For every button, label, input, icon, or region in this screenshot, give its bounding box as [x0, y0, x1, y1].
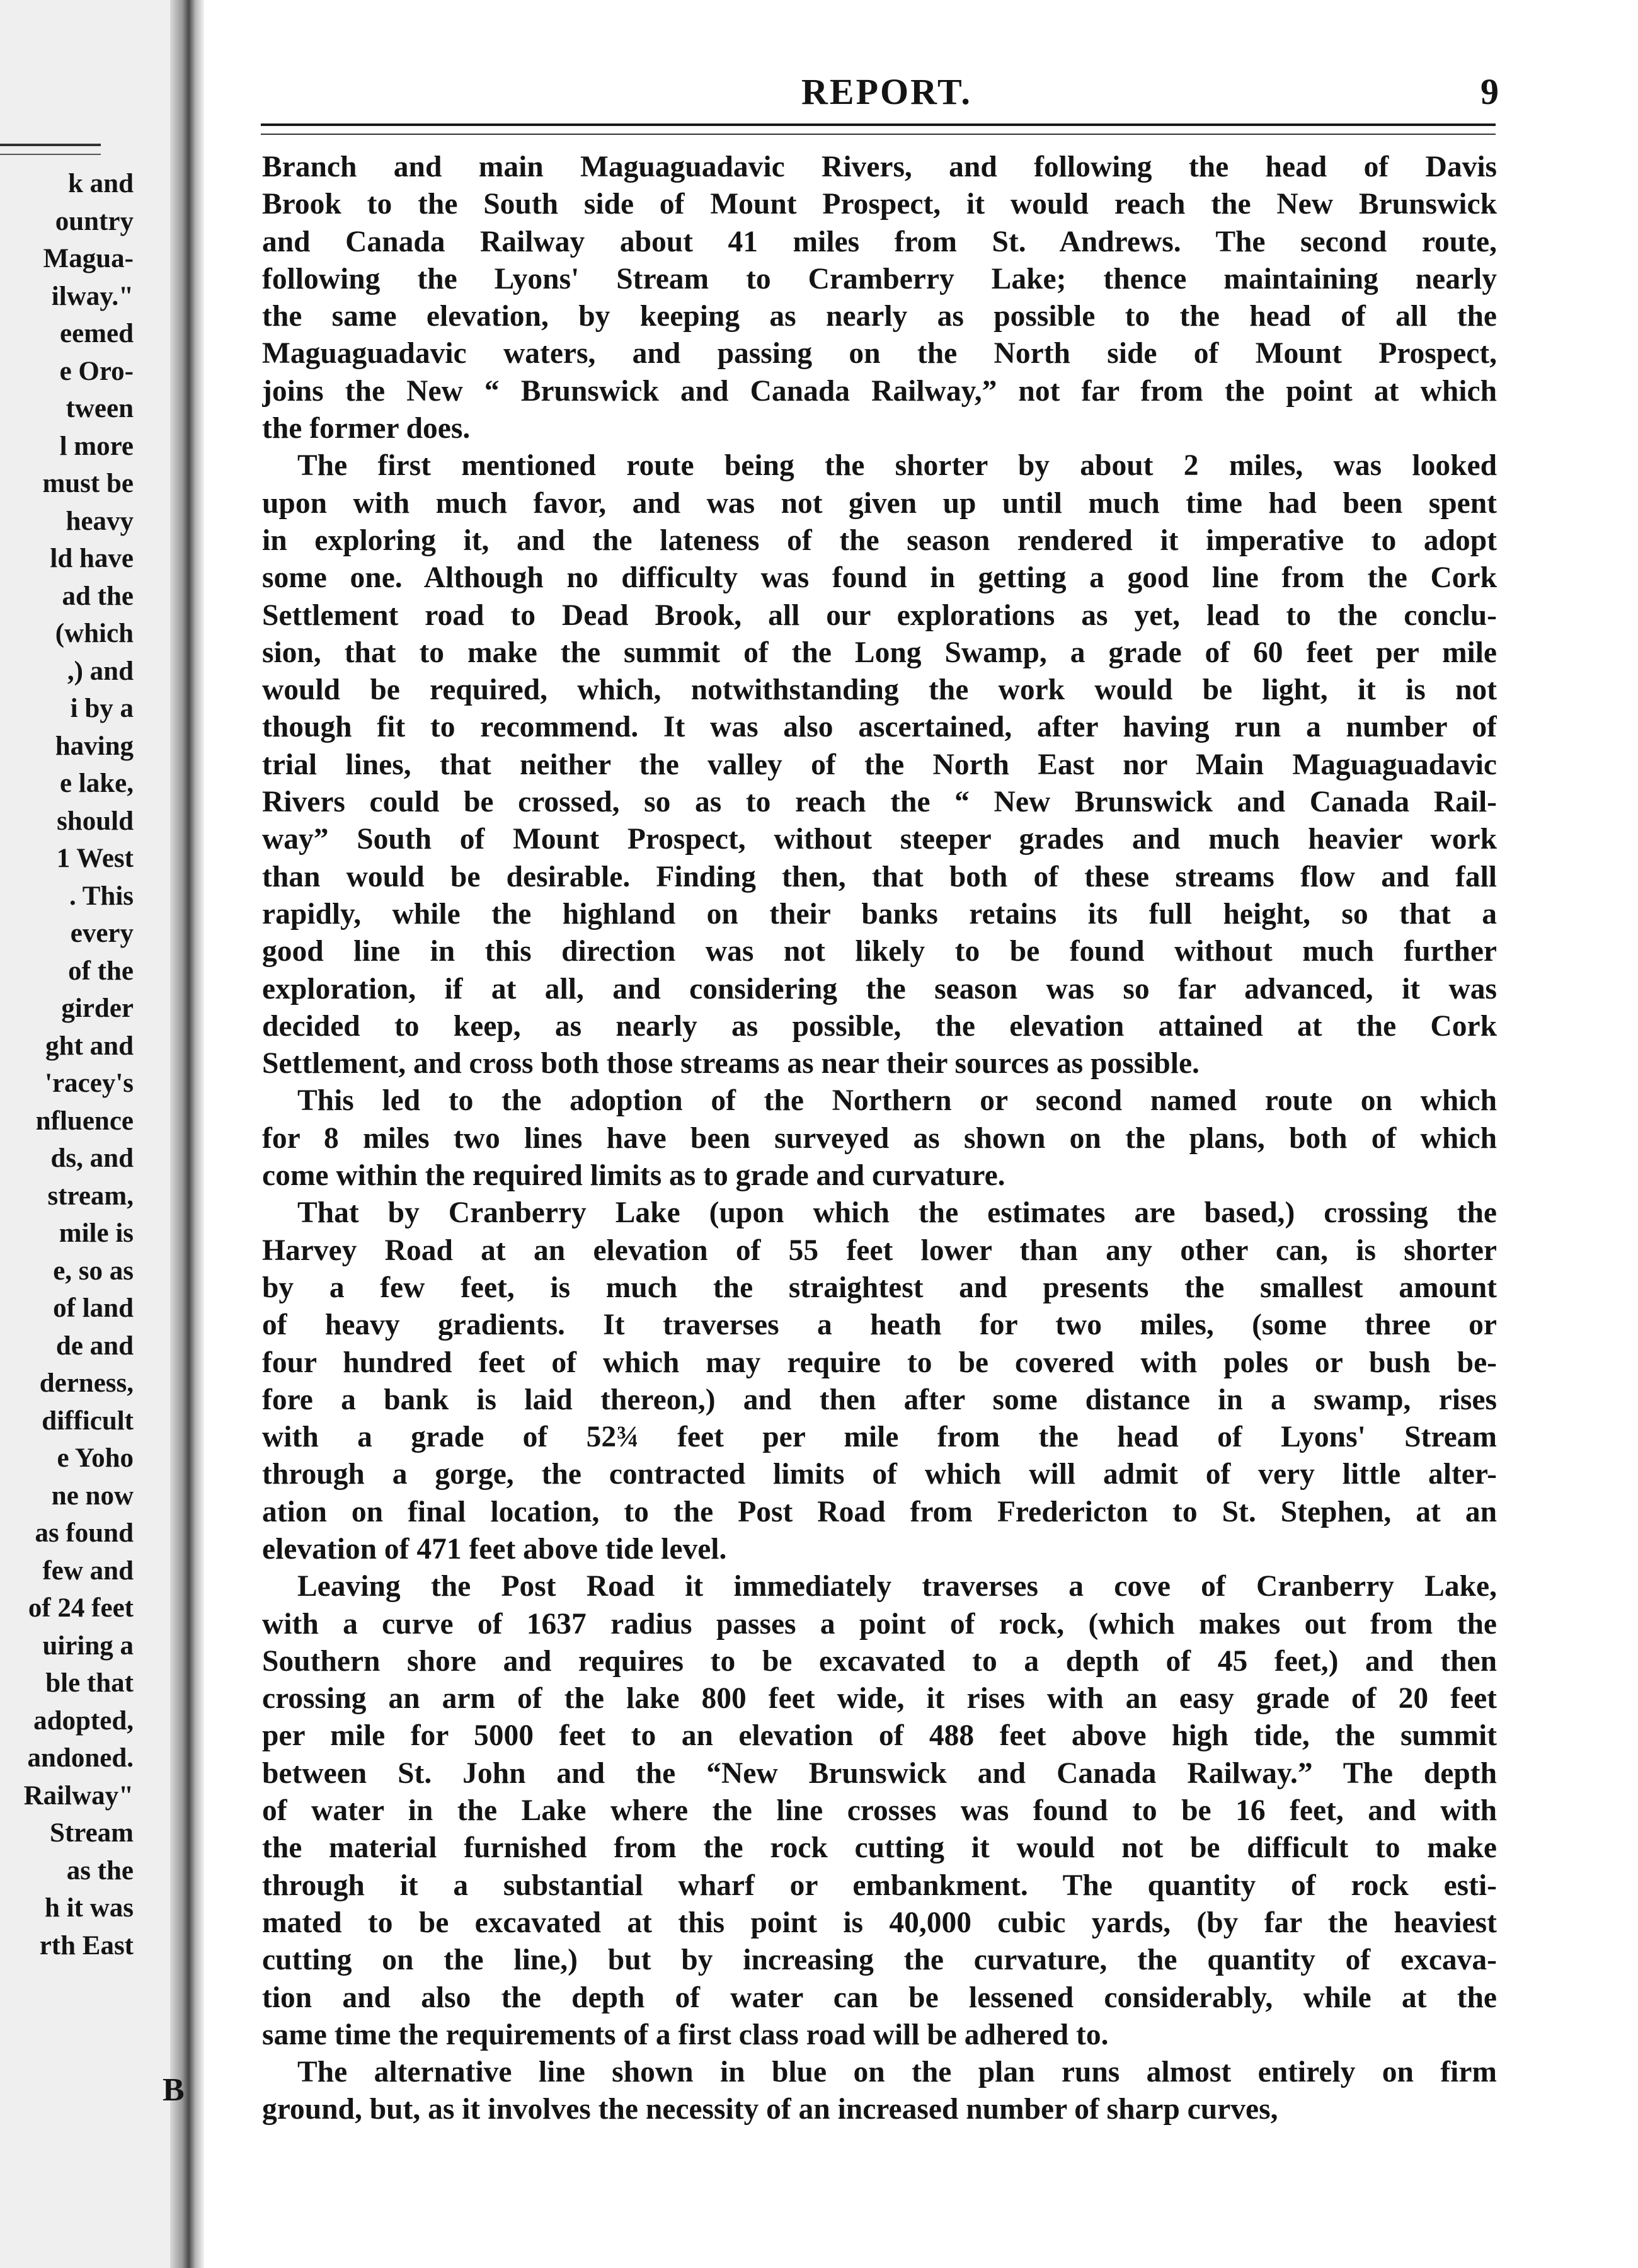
left-page-text — [24, 165, 134, 1964]
left-page-line: 'racey's — [45, 1068, 134, 1098]
text-line: Maguaguadavic waters, and passing on the North side of Mount Prospect, — [262, 337, 1497, 370]
header-rule — [261, 123, 1496, 135]
signature-mark: B — [163, 2072, 185, 2108]
text-line: mated to be excavated at this point is 40,000 cubic yards, (by far the heaviest — [262, 1906, 1497, 1939]
text-line: between St. John and the “New Brunswick and Canada Railway.” The depth — [262, 1756, 1497, 1790]
page-number: 9 — [1480, 71, 1499, 112]
text-line: cutting on the line,) but by increasing the curvature, the quantity of excava- — [262, 1944, 1497, 1977]
left-page-line: i by a — [70, 694, 134, 723]
paragraph — [262, 1568, 1497, 2054]
text-line: Settlement road to Dead Brook, all our explorations as yet, lead to the conclu- — [262, 598, 1497, 632]
left-page-line: h it was — [45, 1893, 134, 1923]
text-line: would be required, which, notwithstanding the work would be light, it is not — [262, 673, 1497, 707]
text-line: Brook to the South side of Mount Prospect, it would reach the New Brunswick — [262, 188, 1497, 221]
paragraph — [262, 2054, 1497, 2129]
left-page-line: girder — [61, 994, 134, 1023]
left-page-line: l more — [59, 431, 134, 461]
text-line: crossing an arm of the lake 800 feet wide, it rises with an easy grade of 20 feet — [262, 1682, 1497, 1715]
left-page-line: having — [55, 731, 134, 761]
left-page-line: 1 West — [56, 844, 134, 873]
left-page-line: k and — [68, 169, 134, 198]
left-page-line: e Oro- — [59, 356, 134, 386]
text-line: exploration, if at all, and considering the season was so far advanced, it was — [262, 972, 1497, 1005]
text-line: ation on final location, to the Post Road from Fredericton to St. Stephen, at an — [262, 1495, 1497, 1528]
text-line: with a curve of 1637 radius passes a point of rock, (which makes out from the — [262, 1607, 1497, 1641]
left-page-line: must be — [42, 469, 134, 498]
left-page-line: ght and — [45, 1031, 134, 1061]
left-page-line: difficult — [42, 1406, 134, 1436]
text-line: the former does. — [262, 412, 471, 445]
left-page-line: e Yoho — [57, 1443, 134, 1473]
text-line: in exploring it, and the lateness of the season rendered it imperative to adopt — [262, 524, 1497, 557]
left-page-line: Magua- — [43, 244, 134, 273]
text-line: good line in this direction was not likely to be found without much further — [262, 935, 1497, 968]
page-title: REPORT. — [801, 71, 972, 112]
left-page-fragment — [0, 0, 170, 2268]
text-line: of heavy gradients. It traverses a heath for two miles, (some three or — [262, 1309, 1497, 1342]
left-page-line: rth East — [39, 1930, 134, 1961]
text-line: four hundred feet of which may require to be covered with poles or bush be- — [262, 1346, 1497, 1379]
text-line: the same elevation, by keeping as nearly as possible to the head of all the — [262, 300, 1497, 333]
text-line: upon with much favor, and was not given up until much time had been spent — [262, 486, 1497, 520]
text-line: rapidly, while the highland on their banks retains its full height, so that a — [262, 897, 1497, 931]
left-page-line: de and — [55, 1331, 134, 1361]
left-page-line: should — [57, 806, 134, 836]
paragraph — [262, 1082, 1497, 1194]
left-page-line: of the — [68, 956, 134, 986]
left-page-line: of 24 feet — [28, 1593, 134, 1623]
text-line: and Canada Railway about 41 miles from St. Andrews. The second route, — [262, 225, 1497, 258]
paragraph — [262, 149, 1497, 447]
left-page-line: every — [70, 919, 134, 948]
left-page-line: ountry — [55, 206, 134, 236]
left-page-line: adopted, — [33, 1705, 134, 1736]
left-page-line: as found — [35, 1518, 134, 1548]
text-line: Branch and main Maguaguadavic Rivers, and following the head of Davis — [262, 151, 1497, 183]
text-line: though fit to recommend. It was also ascertained, after having run a number of — [262, 711, 1497, 744]
text-line: for 8 miles two lines have been surveyed as shown on the plans, both of which — [262, 1121, 1497, 1155]
paragraph — [262, 447, 1497, 1082]
left-page-line: few and — [42, 1555, 134, 1586]
left-page-line: as the — [66, 1855, 134, 1886]
main-page — [204, 0, 1638, 2268]
text-line: elevation of 471 feet above tide level. — [262, 1532, 727, 1566]
left-page-line: ld have — [50, 544, 134, 573]
left-page-line: ds, and — [50, 1143, 134, 1173]
text-line: That by Cranberry Lake (upon which the estimates are based,) crossing the — [297, 1196, 1497, 1230]
book-gutter — [170, 0, 204, 2268]
left-page-line: uiring a — [42, 1630, 134, 1661]
text-line: through it a substantial wharf or embankment. The quantity of rock esti- — [262, 1869, 1497, 1902]
text-line: same time the requirements of a first class road will be adhered to. — [262, 2018, 1109, 2051]
text-line: tion and also the depth of water can be lessened considerably, while at the — [262, 1981, 1497, 2014]
text-line: per mile for 5000 feet to an elevation of 488 feet above high tide, the summit — [262, 1719, 1497, 1753]
left-page-line: derness, — [39, 1368, 134, 1398]
text-line: Settlement, and cross both those streams as near their sources as possible. — [262, 1047, 1200, 1080]
text-line: joins the New “ Brunswick and Canada Railway,” not far from the point at which — [262, 374, 1497, 408]
text-line: some one. Although no difficulty was found in getting a good line from the Cork — [262, 561, 1497, 595]
left-page-line: eemed — [60, 319, 134, 348]
left-page-line: ilway." — [51, 281, 134, 311]
left-page-line: tween — [66, 394, 134, 423]
left-page-line: ,) and — [67, 656, 134, 686]
left-page-line: e, so as — [53, 1256, 134, 1286]
left-page-line: Railway" — [23, 1780, 134, 1811]
text-line: following the Lyons' Stream to Cramberry Lake; thence maintaining nearly — [262, 262, 1497, 295]
text-line: come within the required limits as to grade and curvature. — [262, 1159, 1005, 1193]
text-line: Harvey Road at an elevation of 55 feet lower than any other can, is shorter — [262, 1234, 1497, 1267]
text-line: the material furnished from the rock cutting it would not be difficult to make — [262, 1831, 1497, 1865]
left-page-line: of land — [53, 1293, 134, 1323]
text-line: The first mentioned route being the shorter by about 2 miles, was looked — [297, 449, 1497, 483]
paragraph — [262, 1194, 1497, 1568]
text-line: fore a bank is laid thereon,) and then after some distance in a swamp, rises — [262, 1383, 1497, 1416]
text-line: trial lines, that neither the valley of the North East nor Main Maguaguadavic — [262, 748, 1497, 781]
text-line: Leaving the Post Road it immediately traverses a cove of Cranberry Lake, — [297, 1570, 1497, 1603]
left-page-line: ad the — [62, 581, 134, 611]
text-line: than would be desirable. Finding then, that both of these streams flow and fall — [262, 860, 1497, 893]
left-page-line: Stream — [50, 1818, 134, 1848]
left-page-line: . This — [69, 881, 134, 911]
left-page-line: heavy — [66, 506, 134, 536]
left-page-line: nfluence — [35, 1106, 134, 1136]
left-page-line: e lake, — [59, 769, 134, 798]
left-page-line: andoned. — [27, 1743, 134, 1773]
text-line: way” South of Mount Prospect, without steeper grades and much heavier work — [262, 823, 1497, 856]
left-page-line: mile is — [59, 1218, 134, 1248]
text-line: Southern shore and requires to be excavated to a depth of 45 feet,) and then — [262, 1644, 1497, 1678]
text-line: sion, that to make the summit of the Long Swamp, a grade of 60 feet per mile — [262, 636, 1497, 669]
text-line: Rivers could be crossed, so as to reach the “ New Brunswick and Canada Rail- — [262, 786, 1497, 819]
left-page-line: (which — [55, 619, 134, 648]
left-page-line: stream, — [47, 1181, 134, 1211]
running-head — [204, 0, 1638, 126]
text-line: by a few feet, is much the straightest and presents the smallest amount — [262, 1271, 1497, 1304]
text-line: The alternative line shown in blue on the plan runs almost entirely on firm — [297, 2056, 1497, 2089]
left-page-header-rule — [0, 144, 101, 155]
text-line: This led to the adoption of the Northern or second named route on which — [297, 1084, 1497, 1118]
left-page-line: ble that — [45, 1668, 134, 1698]
left-page-line: ne now — [51, 1480, 134, 1511]
body-text — [262, 149, 1497, 2129]
text-line: of water in the Lake where the line crosses was found to be 16 feet, and with — [262, 1794, 1497, 1828]
text-line: through a gorge, the contracted limits of which will admit of very little alter- — [262, 1458, 1497, 1491]
text-line: with a grade of 52¾ feet per mile from the head of Lyons' Stream — [262, 1421, 1497, 1454]
text-line: ground, but, as it involves the necessity of an increased number of sharp curves, — [262, 2093, 1278, 2126]
text-line: decided to keep, as nearly as possible, the elevation attained at the Cork — [262, 1009, 1497, 1043]
